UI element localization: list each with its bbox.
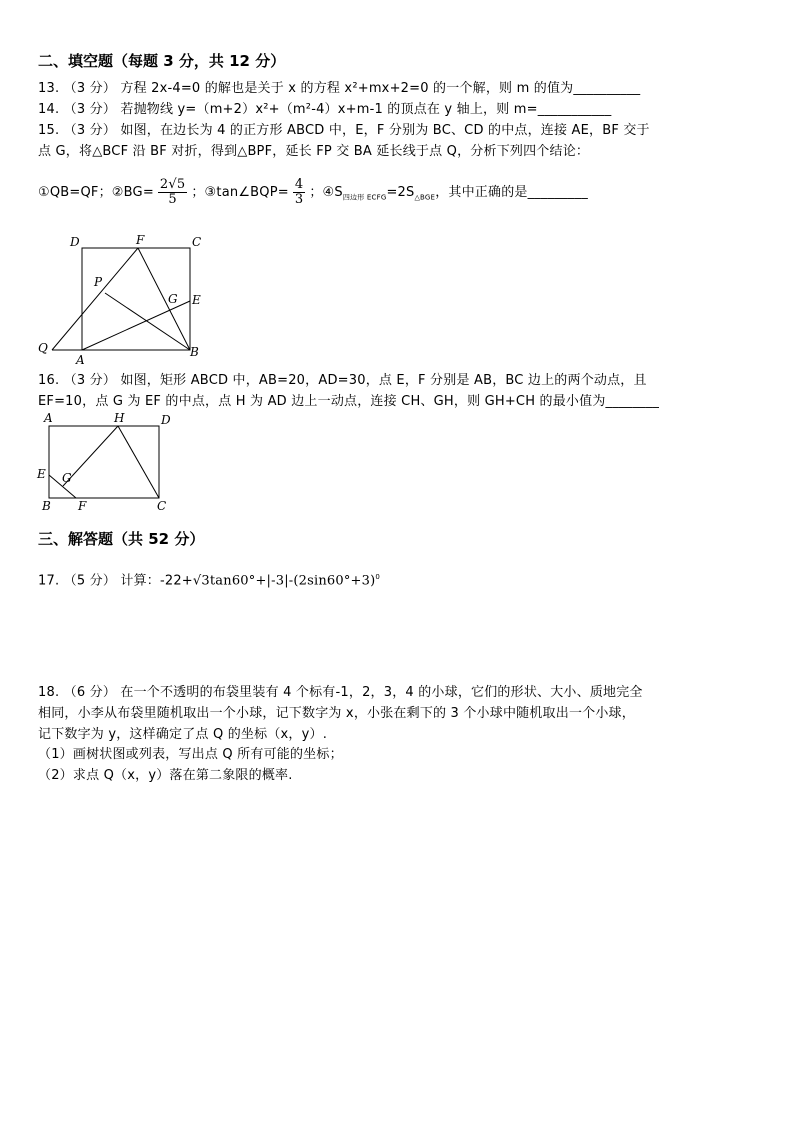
question-text: 方程 2x-4=0 的解也是关于 x 的方程 x²+mx+2=0 的一个解，则 m 的值为 [120,81,574,96]
question-text: EF=10，点 G 为 EF 的中点，点 H 为 AD 边上一动点，连接 CH、GH，则 GH+CH 的最小值为 [38,394,606,409]
fraction-denominator: 5 [168,192,177,207]
fraction-bg [158,178,187,207]
label-b: B [190,345,199,359]
fraction-numerator: 4 [294,177,304,192]
question-18-part-1 [38,746,343,764]
label-c: C [157,499,167,513]
rectangle-abcd [49,426,159,498]
line-fb [138,248,190,350]
choice-tail: ，其中正确的是 [435,185,528,200]
fraction-tan [293,178,305,207]
area-subscript-2: △BGE [414,193,436,202]
answer-blank: ________ [605,394,660,409]
label-f: F [136,233,145,247]
label-c: C [192,235,202,249]
question-text: 如图，矩形 ABCD 中，AB=20，AD=30，点 E，F 分别是 AB，BC 边上的两个动点，且 [120,373,647,388]
sub-question: （1）画树状图或列表，写出点 Q 所有可能的坐标； [38,747,343,762]
question-17 [38,568,380,590]
choice-4-equals: =2S [386,185,415,200]
label-d: D [161,413,171,427]
question-score: （3 分） [63,373,117,388]
question-text: 在一个不透明的布袋里装有 4 个标有-1，2，3，4 的小球，它们的形状、大小、质地完全 [120,685,643,700]
question-number: 17. [38,573,60,589]
question-18-part-2 [38,767,293,785]
question-15-choices [38,178,588,213]
question-18-line-3 [38,726,327,744]
question-score: （3 分） [63,102,117,117]
expression: tan60°+|-3|-(2sin60°+3) [209,573,376,589]
fraction-denominator: 3 [294,192,304,207]
sqrt-three: √3 [192,573,210,589]
question-score: （5 分） [63,573,117,589]
label-e: E [37,467,46,481]
question-text: 相同，小李从布袋里随机取出一个小球，记下数字为 x，小张在剩下的 3 个小球中随机取出一个小球， [38,706,635,721]
sub-question: （2）求点 Q（x，y）落在第二象限的概率. [38,768,293,783]
answer-blank: ___________ [537,102,612,117]
area-subscript-1: 四边形 ECFG [342,193,387,202]
question-score: （3 分） [63,123,117,138]
choice-1-2: ①QB=QF；②BG= [38,185,154,200]
question-15-line-2 [38,143,589,161]
question-16-line-1 [38,372,647,390]
label-a: A [44,411,53,425]
question-number: 16. [38,373,60,388]
question-text: 点 G，将△BCF 沿 BF 对折，得到△BPF，延长 FP 交 BA 延长线于点 Q，分析下列四个结论： [38,144,590,159]
question-number: 14. [38,102,60,117]
line-qf [52,248,138,350]
rectangle-figure-q16 [30,410,180,516]
label-a: A [76,353,85,367]
label-g: G [168,292,178,306]
section-heading-fill-in: 二、填空题（每题 3 分，共 12 分） [38,52,286,70]
question-text: 若抛物线 y=（m+2）x²+（m²-4）x+m-1 的顶点在 y 轴上，则 m= [120,102,538,117]
question-18-line-2 [38,705,635,723]
square-figure-q15 [30,228,220,368]
answer-blank: _________ [527,185,588,200]
question-text: 记下数字为 y，这样确定了点 Q 的坐标（x，y）. [38,727,328,742]
label-b: B [42,499,51,513]
question-number: 13. [38,81,60,96]
fraction-numerator: 2√5 [159,177,186,192]
label-e: E [192,293,201,307]
label-d: D [70,235,80,249]
question-text: 如图，在边长为 4 的正方形 ABCD 中，E，F 分别为 BC、CD 的中点，连接 AE，BF 交于 [120,123,650,138]
question-text: 计算：-22+ [120,573,193,589]
label-p: P [94,275,103,289]
exponent-zero: 0 [375,573,381,581]
question-14 [38,101,611,119]
label-q: Q [38,341,48,355]
section-heading-solutions: 三、解答题（共 52 分） [38,530,205,548]
label-f: F [78,499,87,513]
line-hc [118,426,159,498]
label-g: G [62,471,72,485]
answer-blank: __________ [573,81,641,96]
choice-4: ；④S [309,185,343,200]
question-18-line-1 [38,684,643,702]
question-13 [38,80,640,98]
label-h: H [114,411,125,425]
question-score: （3 分） [63,81,117,96]
question-score: （6 分） [63,685,117,700]
choice-3: ；③tan∠BQP= [191,185,289,200]
question-15-line-1 [38,122,650,140]
line-ae [82,301,190,350]
question-number: 18. [38,685,60,700]
question-16-line-2 [38,393,659,411]
question-number: 15. [38,123,60,138]
